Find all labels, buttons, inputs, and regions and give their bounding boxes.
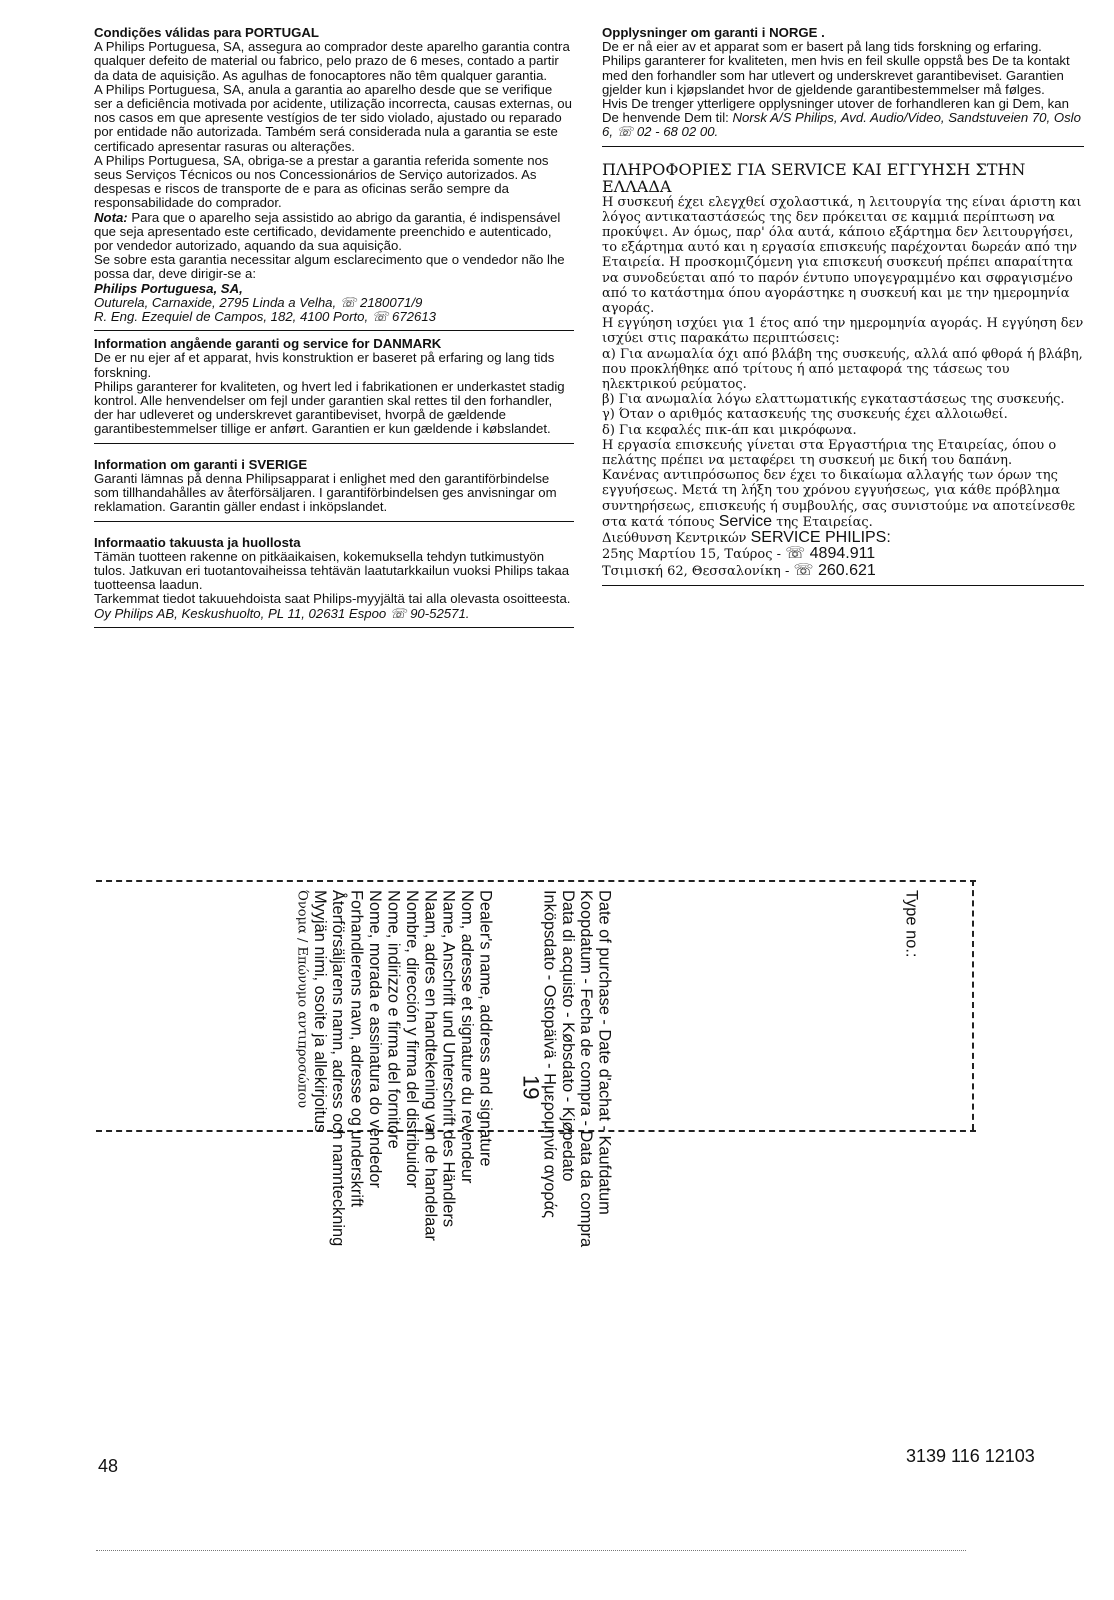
dealer-line-6: Nome, indirizzo e firma del fornitore [384,890,403,1149]
portugal-title: Condições válidas para PORTUGAL [94,25,319,40]
greece-title: ΠΛΗΡΟΦΟΡΙΕΣ ΓΙΑ SERVICE ΚΑΙ ΕΓΓΥΗΣΗ ΣΤΗΝ ΕΛΛΑΔΑ [602,159,1026,196]
right-column [602,26,1084,592]
sverige-title: Information om garanti i SVERIGE [94,456,308,472]
dealer-line-9: Återförsäljarens namn, adress och namnteckning [329,890,348,1247]
portugal-paragraph-1: A Philips Portuguesa, SA, assegura ao comprador deste aparelho garantia contra qualquer defeito de material ou fabrico, pelo prazo de 6 meses, contado a partir da data de aquisição. As agulhas de fonocaptores não têm qualquer garantia. [94,39,570,83]
suomi-address: Oy Philips AB, Keskushuolto, PL 11, 02631 Espoo ☏ 90-52571. [94,605,470,621]
greece-section [602,161,1084,586]
greece-item-d: δ) Για κεφαλές πικ-άπ και μικρόφωνα. [602,422,857,438]
greece-paragraph-1: Η συσκευή έχει ελεγχθεί σχολαστικά, η λειτουργία της είναι άριστη και λόγος αντικαταστάσεώς της δεν πρόκειται σε καμμιά περίπτωση να προκύψει. Αν όμως, παρ' όλα αυτά, κάποιο εξάρτημα δεν λειτουργήσει, το εξάρτημα αυτό και η εργασία επισκευής παρέχονται δωρεάν από την Εταιρεία. Η προσκομιζόμενη για επισκευή συσκευή πρέπει απαραίτητα να συνοδεύεται από το παρόν έντυπο υπογεγραμμένο και σφραγισμένο από το κατάστημα όπου αγοράστηκε η συσκευή και με την ημερομηνία αγοράς. [602,194,1082,317]
greece-thessaloniki-phone: ☏ 260.621 [793,561,876,579]
purchase-date-line-1: Date of purchase - Date d'achat - Kaufdatum [595,890,614,1215]
norge-address: Norsk A/S Philips, Avd. Audio/Video, Sandstuveien 70, Oslo 6, ☏ 02 - 68 02 00. [602,110,1081,140]
greece-paragraph-2: Η εγγύηση ισχύει για 1 έτος από την ημερομηνία αγοράς. Η εγγύηση δεν ισχύει στις παρακάτω περιπτώσεις: [602,316,1084,347]
dealer-line-1: Dealer's name, address and signature [476,890,495,1167]
danmark-paragraph-1: De er nu ejer af et apparat, hvis konstruktion er baseret på erfaring og lang tids forskning. [94,350,555,380]
sverige-section [94,458,574,522]
cut-line-bottom [96,1130,976,1132]
suomi-section [94,536,574,628]
norge-section [602,26,1084,147]
greece-athens-address [602,546,1084,562]
greece-service-word: Service [718,512,773,530]
greece-dir-label: Διεύθυνση Κεντρικών [602,531,751,547]
suomi-title: Informaatio takuusta ja huollosta [94,534,301,550]
type-no-field [902,890,920,957]
dealer-field [292,890,494,1246]
dealer-line-4: Naam, adres en handtekening van de handelaar [421,890,440,1241]
sverige-paragraph-1: Garanti lämnas på denna Philipsapparat i enlighet med den garantiförbindelse som tillhandahålles av återförsäljaren. I garantiförbindelsen ges anvisningar om reklamation. Garantin gäller endast i inköpslandet. [94,470,557,515]
dealer-line-8: Forhandlerens navn, adresse og underskrift [347,890,366,1208]
norge-paragraph-2: Philips garanterer for kvaliteten, men hvis en feil skulle oppstå bes De ta kontakt med den forhandler som har utlevert og underskrevet garantibeviset. Garantien gjelder kun i kjøpslandet hvor de gjeldende garantibestemmelser må følges. [602,53,1070,97]
greece-service-address-label [602,530,1084,546]
portugal-note-label: Nota: [94,209,128,225]
greece-thessaloniki-street: Τσιμισκή 62, Θεσσαλονίκη - [602,563,794,579]
greece-service-philips: SERVICE PHILIPS: [750,529,891,547]
greece-paragraph-4-text: Κανένας αντιπρόσωπος δεν έχει το δικαίωμα αλλαγής των όρων της εγγυήσεως. Μετά τη λήξη του χρόνου εγγυήσεως, για κάθε πρόβλημα συντηρήσεως, επισκευής ή συμβουλής, σας συνιστούμε να αποτείνεσθε στα κατά τόπους [602,468,1076,530]
greece-paragraph-3: Η εργασία επισκευής γίνεται στα Εργαστήρια της Εταιρείας, όπου ο πελάτης πρέπει να μεταφέρει τη συσκευή με δική του δαπάνη. [602,437,1057,469]
portugal-note-text: Para que o aparelho seja assistido ao abrigo da garantia, é indispensável que seja apresentado este certificado, devidamente preenchido e autenticado, por vendedor autorizado, aquando da sua aquisição. [94,209,561,254]
dealer-line-5: Nombre, dirección y firma del distribuidor [402,890,421,1188]
portugal-note [94,211,574,254]
warranty-card [96,880,976,1248]
portugal-address-1: Outurela, Carnaxide, 2795 Linda a Velha, ☏ 2180071/9 [94,294,423,310]
dealer-line-10: Myyjän nimi, osoite ja allekirjoitus [310,890,329,1133]
dealer-line-3: Name, Anschrift und Unterschrift des Händlers [439,890,458,1228]
portugal-address-2: R. Eng. Ezequiel de Campos, 182, 4100 Porto, ☏ 672613 [94,309,436,325]
card-number [518,1075,544,1100]
dealer-line-11: Όνομα / Επώνυμο αντιπροσώπου [294,890,310,1109]
danmark-title: Information angående garanti og service for DANMARK [94,336,442,352]
document-code: 3139 116 12103 [906,1446,1035,1466]
portugal-section [94,26,574,331]
greece-thessaloniki-address [602,563,1084,579]
left-column [94,26,574,634]
cut-line-top [96,880,976,882]
norge-title: Opplysninger om garanti i NORGE . [602,25,825,40]
portugal-paragraph-3: A Philips Portuguesa, SA, obriga-se a prestar a garantia referida somente nos seus Serviços Técnicos ou nos Concessionários de Serviço autorizados. As despesas e riscos de transporte de e para as oficinas serão sempre da responsabilidade do comprador. [94,152,549,211]
type-no-label: Type no.: [902,890,921,958]
greece-athens-phone: ☏ 4894.911 [785,545,876,563]
page-number: 48 [98,1456,119,1476]
portugal-paragraph-4: Se sobre esta garantia necessitar algum esclarecimento que o vendedor não lhe possa dar, deve dirigir-se a: [94,252,565,282]
purchase-date-line-4: Inköpsdato - Ostopäivä - Ημερομηνία αγοράς [540,890,559,1219]
card-number-value: 19 [518,1075,544,1100]
greece-paragraph-4-end: της Εταιρείας. [772,514,873,530]
norge-paragraph-3 [602,97,1084,140]
dealer-line-2: Nom, adresse et signature du revendeur [458,890,477,1184]
danmark-paragraph-2: Philips garanterer for kvaliteten, og hvert led i fabrikationen er underkastet stadig kontrol. Alle henvendelser om fejl under garantien skal rettes til den forhandler, der har udleveret og underskrevet garantibeviset, hvorpå de gældende garantibestemmelser tillige er anført. Garantien er kun gældende i købslandet. [94,378,565,437]
purchase-date-line-3: Data di acquisto - Købsdato - Kjøpedato [558,890,577,1182]
portugal-paragraph-2: A Philips Portuguesa, SA, anula a garantia ao aparelho desde que se verifique ser a deficiência motivada por acidente, utilização incorrecta, causas externas, ou nos casos em que apresente vestígios de ter sido violado, ajustado ou reparado por entidade não autorizada. Também será considerada nula a garantia se este certificado apresentar rasuras ou alterações. [94,81,572,154]
suomi-paragraph-2: Tarkemmat tiedot takuuehdoista saat Philips-myyjältä tai alla olevasta osoitteesta. [94,591,571,607]
purchase-date-field [540,890,614,1247]
greece-item-b: β) Για ανωμαλία λόγω ελαττωματικής εγκαταστάσεως της συσκευής. [602,392,1065,408]
norge-paragraph-1: De er nå eier av et apparat som er basert på lang tids forskning og erfaring. [602,39,1042,55]
cut-line-right [972,880,974,1130]
greece-athens-street: 25ης Μαρτίου 15, Ταύρος - [602,547,786,563]
scan-artifact-line [96,1550,966,1551]
danmark-section [94,337,574,443]
greece-item-c: γ) Όταν ο αριθμός κατασκευής της συσκευής έχει αλλοιωθεί. [602,407,1008,423]
portugal-company: Philips Portuguesa, SA, [94,280,243,296]
dealer-line-7: Nome, morada e assinatura do vendedor [366,890,385,1188]
greece-paragraph-4 [602,468,1084,530]
purchase-date-line-2: Koopdatum - Fecha de compra - Data da compra [577,890,596,1248]
suomi-paragraph-1: Tämän tuotteen rakenne on pitkäaikaisen, kokemuksella tehdyn tutkimustyön tulos. Jatkuvan eri tuotantovaiheissa tehtävän laatutarkkailun vuoksi Philips takaa tuotteensa laadun. [94,548,570,593]
greece-item-a: α) Για ανωμαλία όχι από βλάβη της συσκευής, αλλά από φθορά ή βλάβη, που προκλήθηκε από τρίτους ή από μεταφορά της τάσεως του ηλεκτρικού ρεύματος. [602,346,1083,393]
norge-paragraph-3-text: Hvis De trenger ytterligere opplysninger utover de forhandleren kan gi Dem, kan De henvende Dem til: [602,96,1069,126]
